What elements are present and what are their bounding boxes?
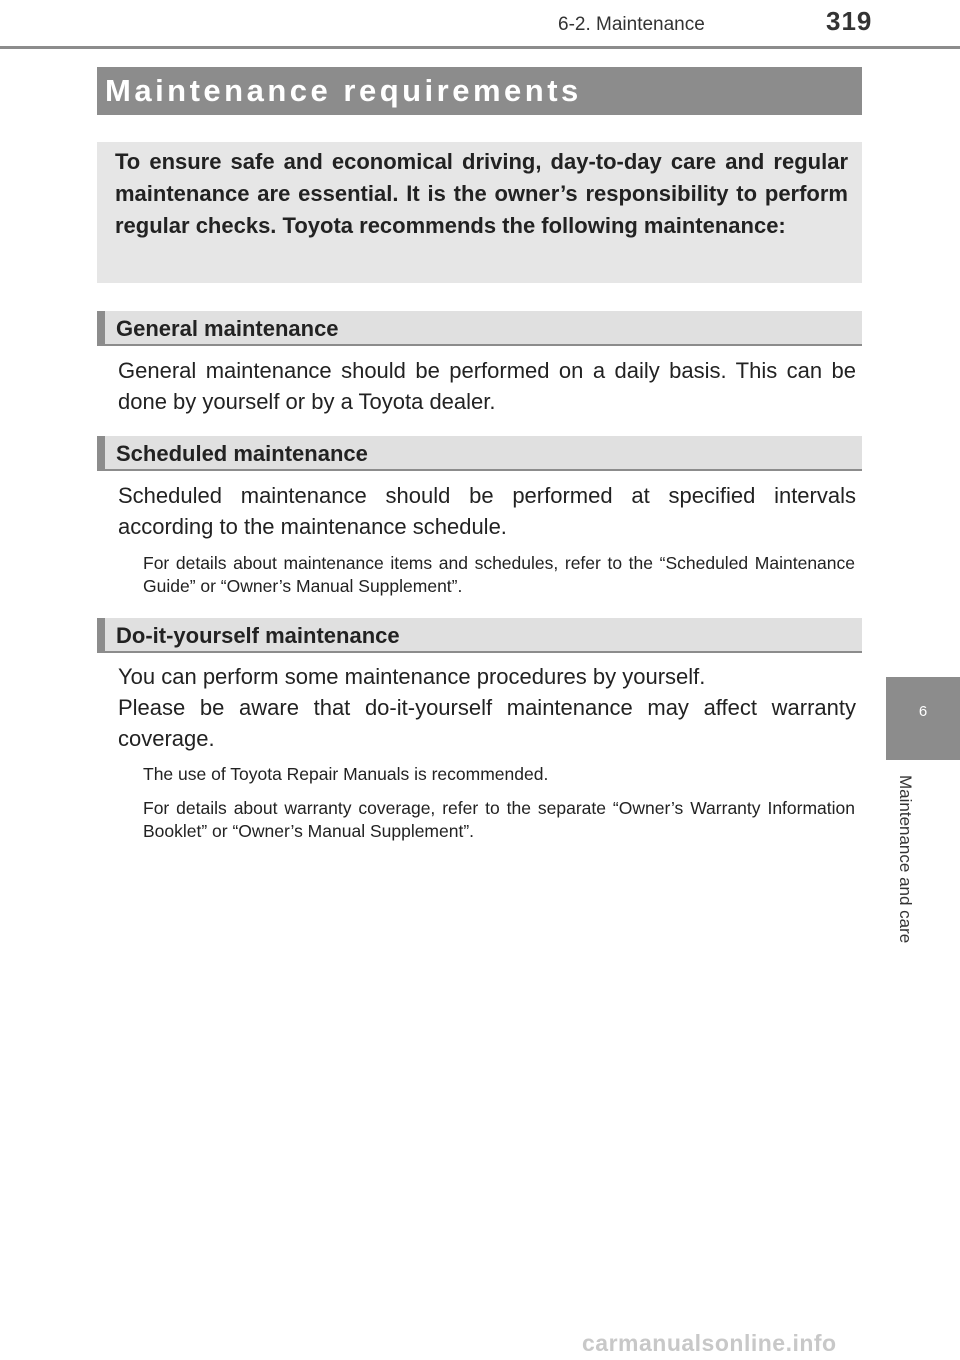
general-body: General maintenance should be performed on a daily basis. This can be done by yourself or by a Toyota dealer. — [118, 358, 856, 414]
diy-note-2: For details about warranty coverage, refer to the separate “Owner’s Warranty Information Booklet” or “Owner’s Manual Supplement”. — [143, 798, 855, 841]
section-heading-scheduled: Scheduled maintenance — [97, 436, 862, 471]
page-number: 319 — [826, 6, 873, 36]
chapter-tab: 6 — [886, 677, 960, 760]
section-heading-general: General maintenance — [97, 311, 862, 346]
header-section-title: 6-2. Maintenance — [558, 14, 705, 35]
page-title: Maintenance requirements — [97, 67, 862, 115]
scheduled-body: Scheduled maintenance should be performed at specified intervals according to the maintenance schedule. — [118, 483, 856, 539]
chapter-title-text: Maintenance and care — [896, 775, 915, 944]
section-heading-diy: Do-it-yourself maintenance — [97, 618, 862, 653]
intro-box: To ensure safe and economical driving, day-to-day care and regular maintenance are essential. It is the owner’s responsibility to perform regular checks. Toyota recommends the following maintenance: — [97, 142, 862, 283]
diy-body-1: You can perform some maintenance procedures by yourself. — [118, 664, 706, 689]
header-rule — [0, 46, 960, 49]
diy-body-2: Please be aware that do-it-yourself maintenance may affect warranty coverage. — [118, 695, 856, 751]
diy-note-1: The use of Toyota Repair Manuals is recommended. — [143, 764, 549, 784]
scheduled-note: For details about maintenance items and schedules, refer to the “Scheduled Maintenance Guide” or “Owner’s Manual Supplement”. — [143, 553, 855, 596]
chapter-title-vertical — [870, 775, 940, 980]
watermark: carmanualsonline.info — [582, 1330, 837, 1356]
